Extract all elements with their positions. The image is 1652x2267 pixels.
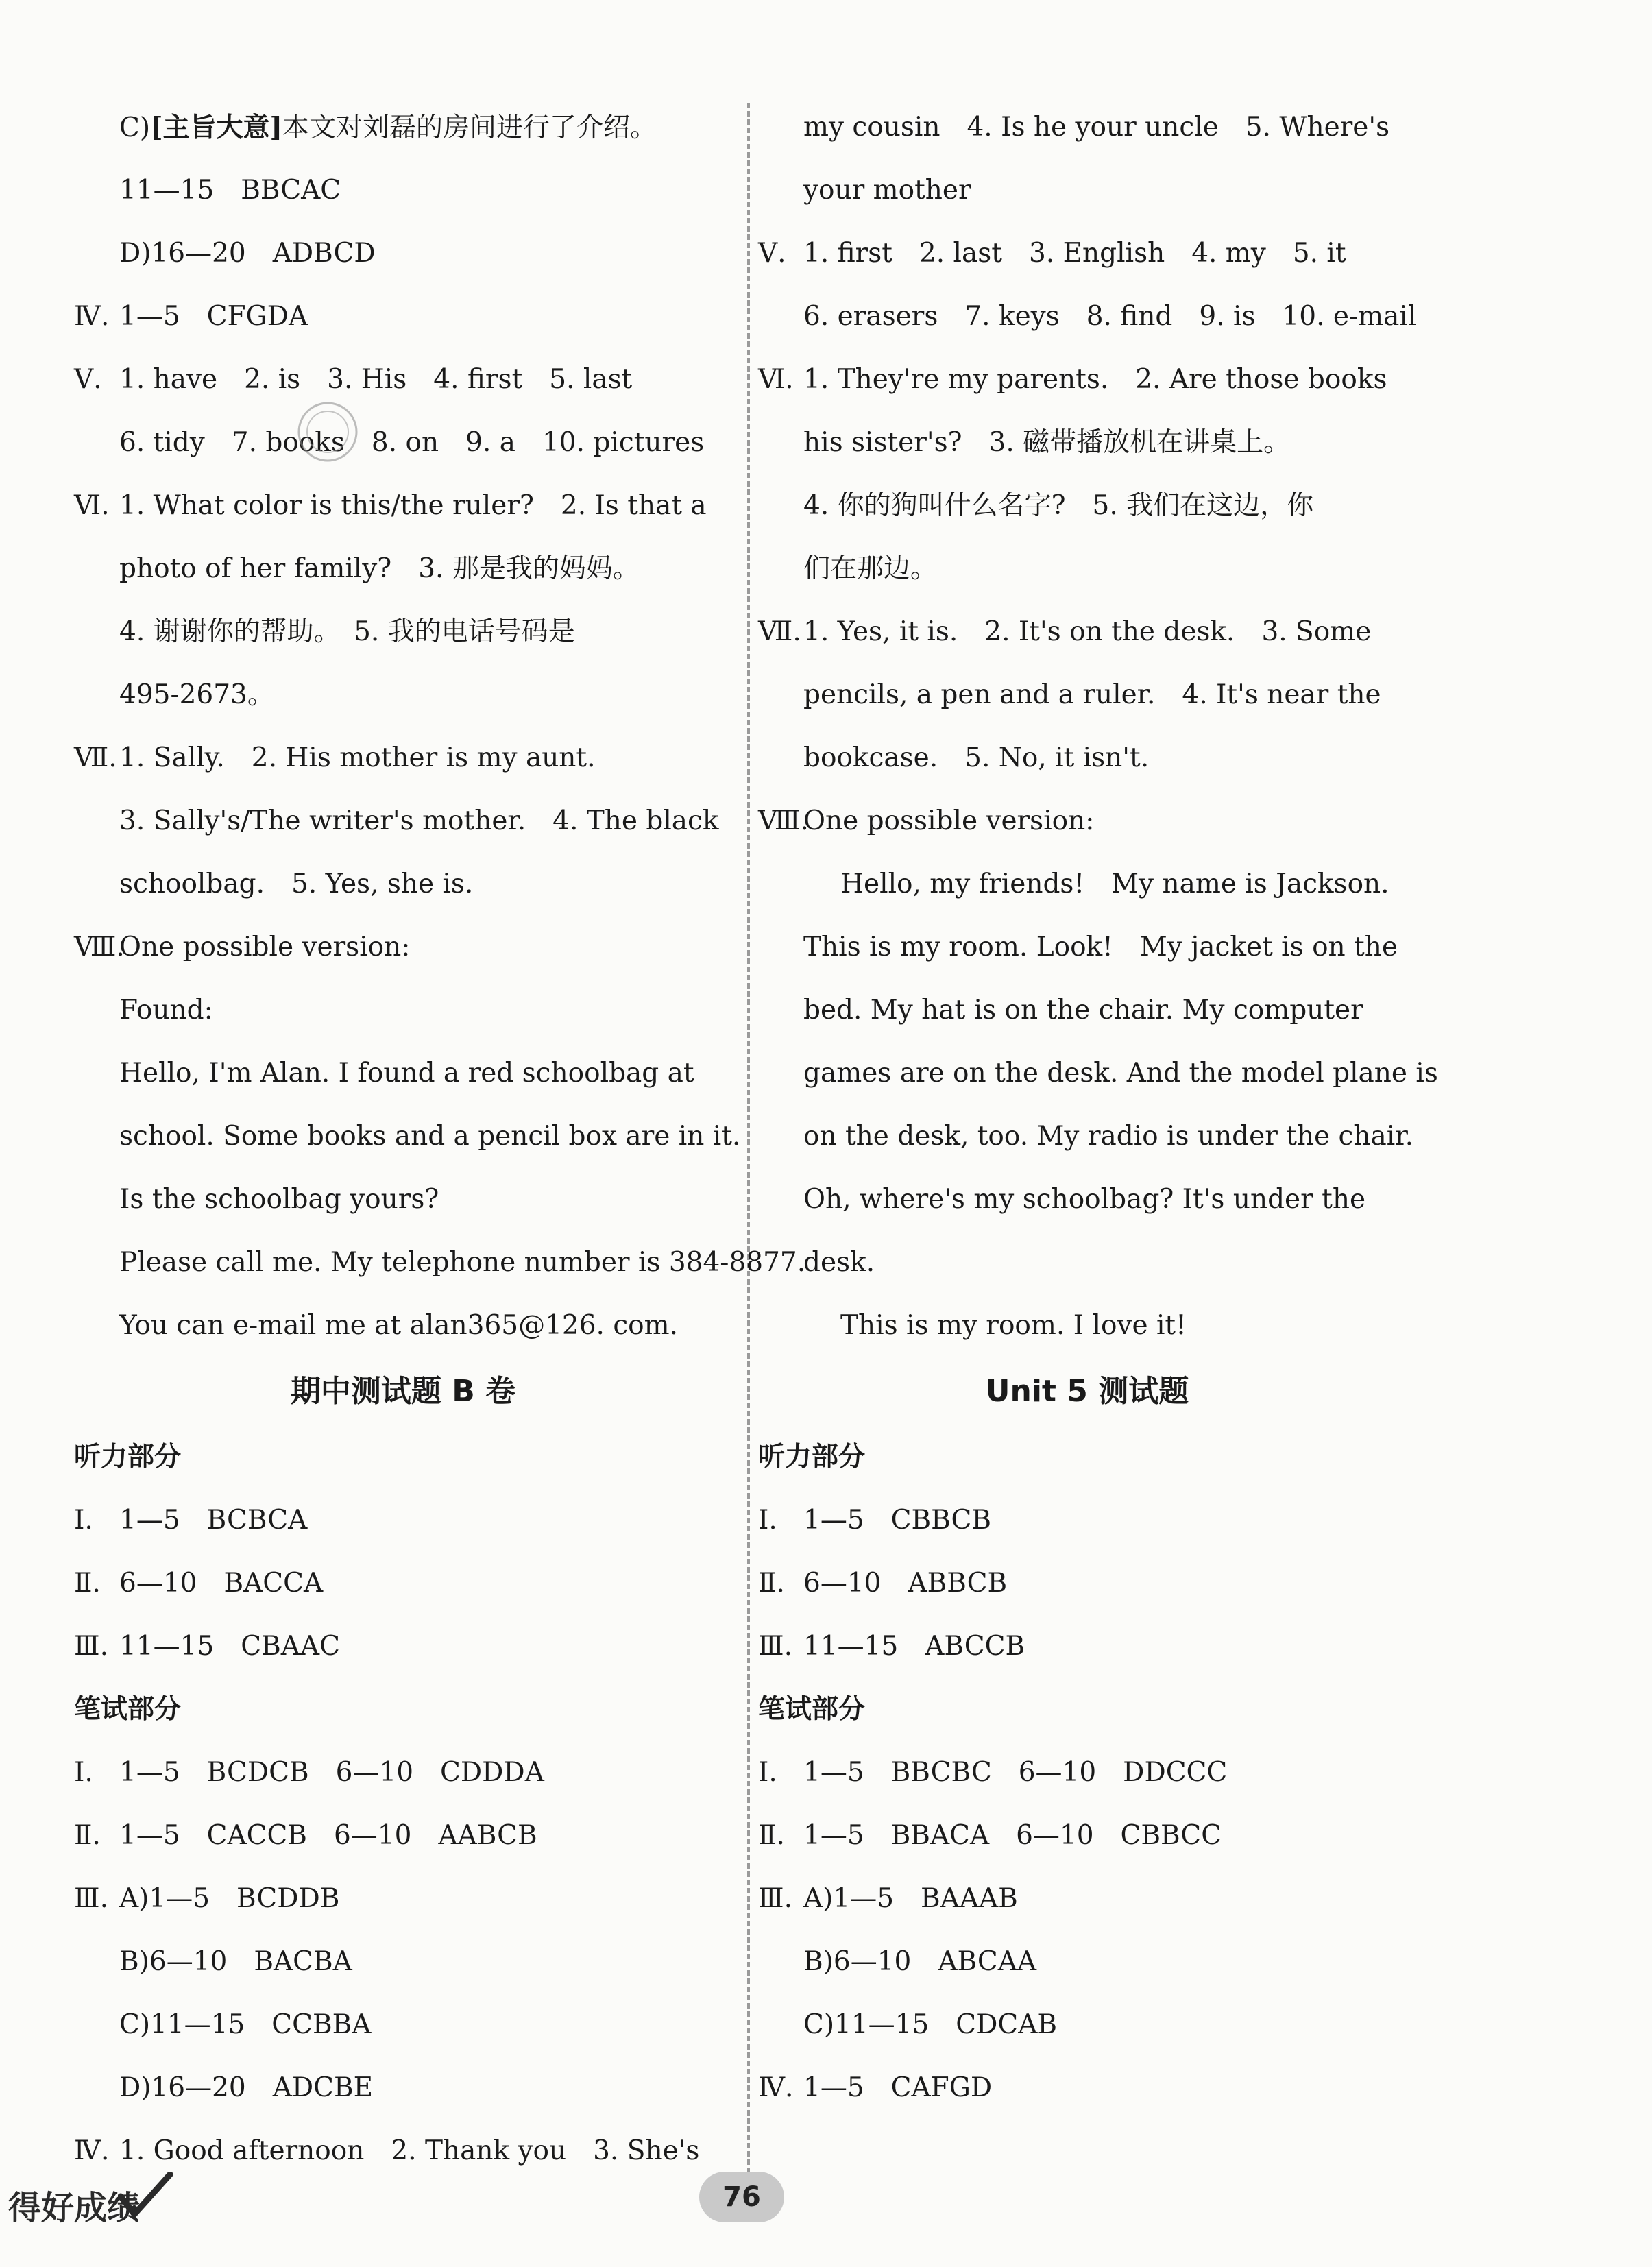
- roman-numeral: Ⅷ.: [74, 932, 125, 962]
- answer-line: [74, 1042, 732, 1105]
- answer-text: 1—5 BCBCA: [119, 1505, 308, 1536]
- watermark-stamp: [293, 398, 362, 473]
- answer-text: 1. Sally. 2. His mother is my aunt.: [119, 742, 596, 773]
- answer-text: You can e-mail me at alan365@126. com.: [119, 1310, 679, 1341]
- checkmark-icon: [118, 2172, 173, 2220]
- roman-numeral: Ⅲ.: [74, 1631, 109, 1662]
- answer-line: [74, 1867, 732, 1930]
- section-title: Unit 5 测试题: [985, 1374, 1189, 1409]
- footer-logo-text: 得好成绩: [8, 2189, 141, 2227]
- answer-line: [74, 979, 732, 1042]
- answer-text: Oh, where's my schoolbag? It's under the: [803, 1184, 1366, 1215]
- roman-numeral: Ⅱ.: [74, 1568, 101, 1599]
- answer-line: [74, 222, 732, 285]
- answer-line: [74, 1231, 806, 1294]
- answer-line: [758, 727, 1416, 790]
- answer-line: [758, 537, 1416, 601]
- answer-text: 495-2673。: [119, 679, 274, 710]
- answer-line: [758, 1231, 1416, 1294]
- answer-text: your mother: [803, 175, 971, 206]
- answer-line: [74, 790, 732, 853]
- answer-line: [758, 1615, 1416, 1678]
- answer-line: [758, 1867, 1416, 1930]
- roman-numeral: Ⅳ.: [758, 2072, 794, 2103]
- answer-text: 1—5 BBACA 6—10 CBBCC: [803, 1820, 1222, 1851]
- answer-text: Found:: [119, 995, 213, 1026]
- answer-text: B)6—10 ABCAA: [803, 1946, 1037, 1977]
- answer-line: [74, 159, 732, 222]
- answer-line: [74, 1168, 732, 1231]
- answer-line: [74, 1615, 732, 1678]
- answer-line: [758, 348, 1416, 411]
- answer-text: B)6—10 BACBA: [119, 1946, 352, 1977]
- answer-text: photo of her family? 3. 那是我的妈妈。: [119, 553, 640, 584]
- answer-text: 1—5 BBCBC 6—10 DDCCC: [803, 1757, 1228, 1788]
- answer-line: [758, 222, 1416, 285]
- answer-text: C)11—15 CCBBA: [119, 2009, 372, 2040]
- left-column: [74, 96, 806, 2183]
- roman-numeral: Ⅳ.: [74, 301, 110, 332]
- answer-text: 1—5 CAFGD: [803, 2072, 993, 2103]
- answer-line: [74, 1552, 732, 1615]
- answer-line: [74, 474, 732, 537]
- answer-text: C)11—15 CDCAB: [803, 2009, 1058, 2040]
- answer-text: 4. 谢谢你的帮助。 5. 我的电话号码是: [119, 616, 575, 647]
- answer-line: [758, 1294, 1416, 1357]
- answer-text: 1—5 CFGDA: [119, 301, 308, 332]
- page-number: 76: [699, 2172, 784, 2222]
- answer-text: pencils, a pen and a ruler. 4. It's near the: [803, 679, 1381, 710]
- answer-line: [74, 1741, 732, 1804]
- answer-text: 本文对刘磊的房间进行了介绍。: [282, 112, 657, 143]
- answer-text: Hello, I'm Alan. I found a red schoolbag at: [119, 1058, 694, 1089]
- answer-text: Please call me. My telephone number is 384-8877.: [119, 1247, 806, 1278]
- answer-text: 4. 你的狗叫什么名字? 5. 我们在这边，你: [803, 490, 1314, 521]
- right-column: [758, 96, 1438, 2120]
- roman-numeral: Ⅰ.: [758, 1757, 777, 1788]
- answer-line: [758, 1168, 1416, 1231]
- answer-text: One possible version:: [803, 805, 1095, 836]
- answer-text: games are on the desk. And the model plane is: [803, 1058, 1438, 1089]
- part-label: C): [119, 112, 151, 143]
- answer-text: 1. They're my parents. 2. Are those books: [803, 364, 1387, 395]
- answer-text: 11—15 ABCCB: [803, 1631, 1025, 1662]
- answer-text: One possible version:: [119, 932, 411, 962]
- footer-logo: [8, 2181, 140, 2229]
- column-divider: [747, 103, 750, 2173]
- roman-numeral: Ⅶ.: [758, 616, 801, 647]
- answer-line: [758, 411, 1416, 474]
- answer-text: 11—15 CBAAC: [119, 1631, 340, 1662]
- answer-text: 3. Sally's/The writer's mother. 4. The black: [119, 805, 719, 836]
- answer-line: [74, 1105, 741, 1168]
- answer-text: 1. have 2. is 3. His 4. first 5. last: [119, 364, 633, 395]
- answer-text: schoolbag. 5. Yes, she is.: [119, 869, 474, 899]
- answer-text: 6—10 ABBCB: [803, 1568, 1008, 1599]
- answer-line: [74, 1804, 732, 1867]
- subsection-heading: 听力部分: [74, 1442, 182, 1472]
- answer-text: bookcase. 5. No, it isn't.: [803, 742, 1150, 773]
- answer-line: [74, 853, 732, 916]
- answer-line: [758, 1552, 1416, 1615]
- roman-numeral: Ⅴ.: [758, 238, 786, 269]
- answer-line: [758, 916, 1416, 979]
- roman-numeral: Ⅱ.: [758, 1820, 785, 1851]
- answer-line: [758, 1804, 1416, 1867]
- answer-text: 6—10 BACCA: [119, 1568, 324, 1599]
- answer-text: Hello, my friends! My name is Jackson.: [840, 869, 1389, 899]
- answer-line: [758, 1741, 1416, 1804]
- answer-line: [758, 1105, 1416, 1168]
- answer-text: D)16—20 ADCBE: [119, 2072, 374, 2103]
- answer-text: This is my room. I love it!: [840, 1310, 1187, 1341]
- answer-line: [758, 601, 1416, 664]
- roman-numeral: Ⅳ.: [74, 2135, 110, 2166]
- answer-line: [74, 348, 732, 411]
- roman-numeral: Ⅲ.: [758, 1631, 793, 1662]
- answer-text: my cousin 4. Is he your uncle 5. Where's: [803, 112, 1390, 143]
- answer-text: 1. Yes, it is. 2. It's on the desk. 3. Some: [803, 616, 1372, 647]
- topic-tag: [主旨大意]: [150, 112, 282, 143]
- answer-line: [74, 1993, 732, 2057]
- answer-text: bed. My hat is on the chair. My computer: [803, 995, 1363, 1026]
- answer-line: [758, 853, 1416, 916]
- answer-text: Is the schoolbag yours?: [119, 1184, 439, 1215]
- answer-line: [74, 537, 732, 601]
- answer-line: [758, 1993, 1416, 2057]
- answer-line: [758, 285, 1416, 348]
- roman-numeral: Ⅵ.: [758, 364, 794, 395]
- answer-line: [758, 1042, 1438, 1105]
- roman-numeral: Ⅱ.: [74, 1820, 101, 1851]
- answer-text: A)1—5 BCDDB: [119, 1883, 340, 1914]
- roman-numeral: Ⅷ.: [758, 805, 809, 836]
- answer-text: 1. What color is this/the ruler? 2. Is that a: [119, 490, 707, 521]
- answer-text: 1. Good afternoon 2. Thank you 3. She's: [119, 2135, 700, 2166]
- answer-line: [758, 1930, 1416, 1993]
- roman-numeral: Ⅲ.: [74, 1883, 109, 1914]
- answer-text: 1. first 2. last 3. English 4. my 5. it: [803, 238, 1346, 269]
- roman-numeral: Ⅲ.: [758, 1883, 793, 1914]
- answer-line: [758, 1489, 1416, 1552]
- answer-line: [74, 2057, 732, 2120]
- answer-text: on the desk, too. My radio is under the chair.: [803, 1121, 1413, 1152]
- answer-line: [74, 411, 732, 474]
- answer-line: [74, 916, 732, 979]
- answer-line: [74, 601, 732, 664]
- answer-line: [74, 285, 732, 348]
- answer-text: 1—5 CACCB 6—10 AABCB: [119, 1820, 537, 1851]
- answer-line: [758, 664, 1416, 727]
- answer-text: A)1—5 BAAAB: [803, 1883, 1018, 1914]
- answer-line: [74, 96, 732, 159]
- answer-line: [74, 1489, 732, 1552]
- subsection-heading: 笔试部分: [758, 1694, 866, 1725]
- answer-text: 们在那边。: [803, 553, 938, 584]
- answer-line: [758, 96, 1416, 159]
- section-title: 期中测试题 B 卷: [290, 1374, 516, 1409]
- answer-text: desk.: [803, 1247, 875, 1278]
- answer-line: [758, 159, 1416, 222]
- answer-text: 1—5 BCDCB 6—10 CDDDA: [119, 1757, 544, 1788]
- answer-line: [74, 664, 732, 727]
- answer-line: [74, 1930, 732, 1993]
- answer-text: 11—15 BBCAC: [119, 175, 341, 206]
- answer-line: [74, 727, 732, 790]
- answer-line: [74, 2120, 732, 2183]
- answer-line: [74, 1294, 732, 1357]
- answer-text: 6. tidy 7. books 8. on 9. a 10. pictures: [119, 427, 705, 458]
- answer-text: 1—5 CBBCB: [803, 1505, 992, 1536]
- answer-text: his sister's? 3. 磁带播放机在讲桌上。: [803, 427, 1291, 458]
- roman-numeral: Ⅰ.: [74, 1757, 93, 1788]
- roman-numeral: Ⅵ.: [74, 490, 110, 521]
- answer-line: [758, 790, 1416, 853]
- roman-numeral: Ⅴ.: [74, 364, 102, 395]
- answer-line: [758, 979, 1416, 1042]
- roman-numeral: Ⅶ.: [74, 742, 117, 773]
- answer-text: This is my room. Look! My jacket is on the: [803, 932, 1398, 962]
- answer-line: [758, 2057, 1416, 2120]
- answer-text: school. Some books and a pencil box are in it.: [119, 1121, 741, 1152]
- subsection-heading: 笔试部分: [74, 1694, 182, 1725]
- answer-line: [758, 474, 1416, 537]
- answer-text: 6. erasers 7. keys 8. find 9. is 10. e-mail: [803, 301, 1417, 332]
- roman-numeral: Ⅰ.: [758, 1505, 777, 1536]
- roman-numeral: Ⅰ.: [74, 1505, 93, 1536]
- subsection-heading: 听力部分: [758, 1442, 866, 1472]
- roman-numeral: Ⅱ.: [758, 1568, 785, 1599]
- answer-text: D)16—20 ADBCD: [119, 238, 376, 269]
